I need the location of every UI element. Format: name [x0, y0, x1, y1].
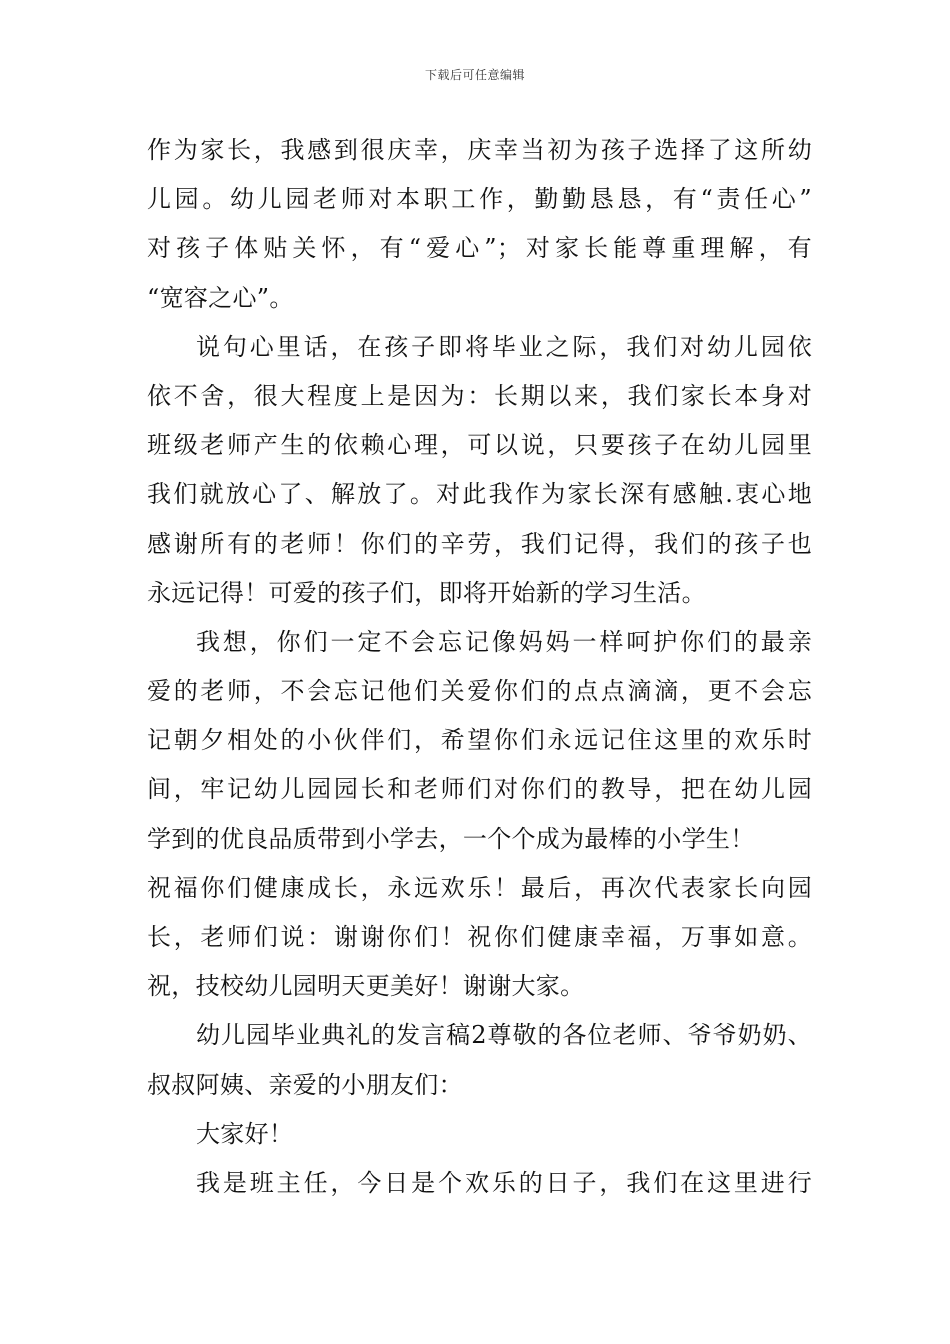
- text-line: 长，老师们说：谢谢你们！祝你们健康幸福，万事如意。: [147, 923, 812, 951]
- text-line: 作为家长，我感到很庆幸，庆幸当初为孩子选择了这所幼: [147, 136, 812, 164]
- text-line: 我是班主任，今日是个欢乐的日子，我们在这里进行: [196, 1168, 812, 1197]
- text-line: 依不舍，很大程度上是因为：长期以来，我们家长本身对: [147, 381, 812, 410]
- text-line: 班级老师产生的依赖心理，可以说，只要孩子在幼儿园里: [147, 431, 812, 460]
- text-line: 我们就放心了、解放了。对此我作为家长深有感触.衷心地: [147, 480, 812, 509]
- text-line: 间，牢记幼儿园园长和老师们对你们的教导，把在幼儿园: [147, 775, 812, 804]
- text-line: 祝福你们健康成长，永远欢乐！最后，再次代表家长向园: [147, 873, 812, 902]
- text-line: 感谢所有的老师！你们的辛劳，我们记得，我们的孩子也: [147, 529, 812, 558]
- body-text: [147, 126, 812, 1208]
- text-line: 学到的优良品质带到小学去，一个个成为最棒的小学生！: [147, 824, 755, 853]
- text-line: 我想，你们一定不会忘记像妈妈一样呵护你们的最亲: [196, 627, 812, 656]
- text-line: 永远记得！可爱的孩子们，即将开始新的学习生活。: [147, 578, 706, 607]
- text-line: 说句心里话，在孩子即将毕业之际，我们对幼儿园依: [196, 332, 812, 361]
- text-line: 大家好！: [196, 1119, 294, 1148]
- page-header: 下载后可任意编辑: [424, 68, 525, 82]
- text-line: 叔叔阿姨、亲爱的小朋友们：: [147, 1070, 463, 1099]
- text-line: 爱的老师，不会忘记他们关爱你们的点点滴滴，更不会忘: [147, 677, 812, 706]
- text-line: 幼儿园毕业典礼的发言稿2尊敬的各位老师、爷爷奶奶、: [196, 1021, 812, 1050]
- text-line: 记朝夕相处的小伙伴们，希望你们永远记住这里的欢乐时: [147, 726, 812, 755]
- text-line: 儿园。幼儿园老师对本职工作，勤勤恳恳，有“责任心”: [147, 185, 812, 214]
- text-line: 祝，技校幼儿园明天更美好！谢谢大家。: [147, 972, 585, 1001]
- text-line: “宽容之心”。: [147, 283, 294, 312]
- text-line: 对孩子体贴关怀，有“爱心”；对家长能尊重理解，有: [147, 234, 812, 263]
